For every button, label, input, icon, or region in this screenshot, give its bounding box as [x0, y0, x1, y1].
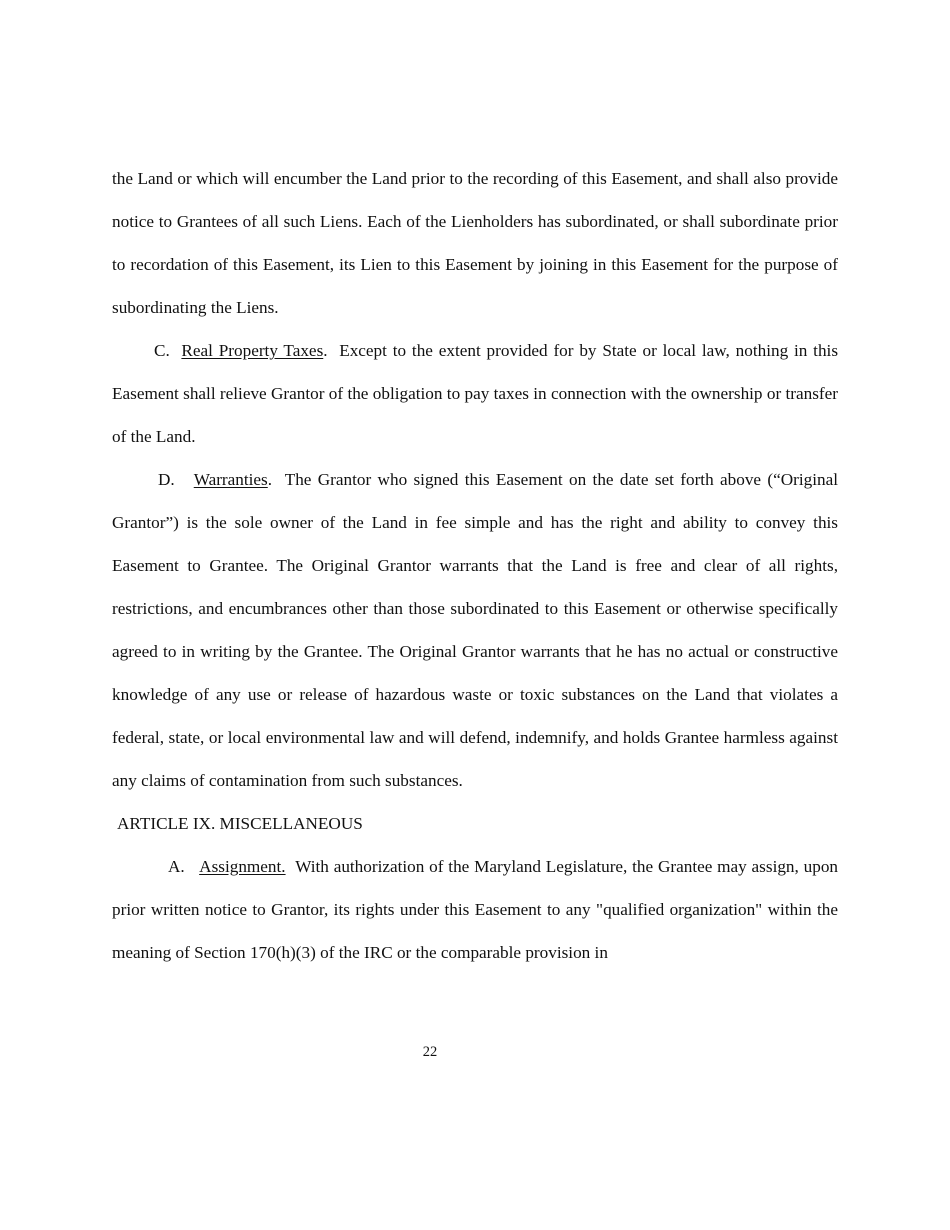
section-a-title: Assignment.	[199, 857, 286, 876]
section-a-assignment	[112, 845, 838, 974]
section-c-title: Real Property Taxes	[181, 341, 324, 360]
paragraph-liens-continued	[112, 157, 838, 329]
section-a-text: With authorization of the Maryland Legislature, the Grantee may assign, upon prior written notice to Grantor, its rights under this Easement to any "qualified organization" within the meaning of Section 170(h)(3) of the IRC or the comparable provision in	[112, 857, 839, 962]
section-d-marker: D.	[158, 470, 175, 489]
section-d-title: Warranties	[193, 470, 268, 489]
section-d-text: The Grantor who signed this Easement on the date set forth above (“Original Grantor”) is the sole owner of the Land in fee simple and has the right and ability to convey this Easement to Grantee. The Original Grantor warrants that the Land is free and clear of all rights, restrictions, and encumbrances other than those subordinated to this Easement or otherwise specifically agreed to in writing by the Grantee. The Original Grantor warrants that he has no actual or constructive knowledge of any use or release of hazardous waste or toxic substances on the Land that violates a federal, state, or local environmental law and will defend, indemnify, and holds Grantee harmless against any claims of contamination from such substances.	[112, 470, 839, 790]
article-heading-text: ARTICLE IX. MISCELLANEOUS	[117, 814, 363, 833]
article-ix-heading	[112, 802, 838, 845]
section-c-marker: C.	[154, 341, 170, 360]
paragraph-liens-text: the Land or which will encumber the Land prior to the recording of this Easement, and shall also provide notice to Grantees of all such Liens. Each of the Lienholders has subordinated, or shall subordinate prior to recordation of this Easement, its Lien to this Easement by joining in this Easement for the purpose of subordinating the Liens.	[112, 169, 838, 317]
section-d-warranties	[112, 458, 838, 802]
section-c-title-punct: .	[323, 341, 328, 360]
section-c-real-property-taxes	[112, 329, 838, 458]
section-d-title-punct: .	[267, 470, 273, 489]
document-body	[112, 157, 838, 974]
section-a-marker: A.	[168, 857, 185, 876]
section-c-text: Except to the extent provided for by State or local law, nothing in this Easement shall relieve Grantor of the obligation to pay taxes in connection with the ownership or transfer of the Land.	[112, 341, 839, 446]
page-number: 22	[422, 1044, 438, 1060]
